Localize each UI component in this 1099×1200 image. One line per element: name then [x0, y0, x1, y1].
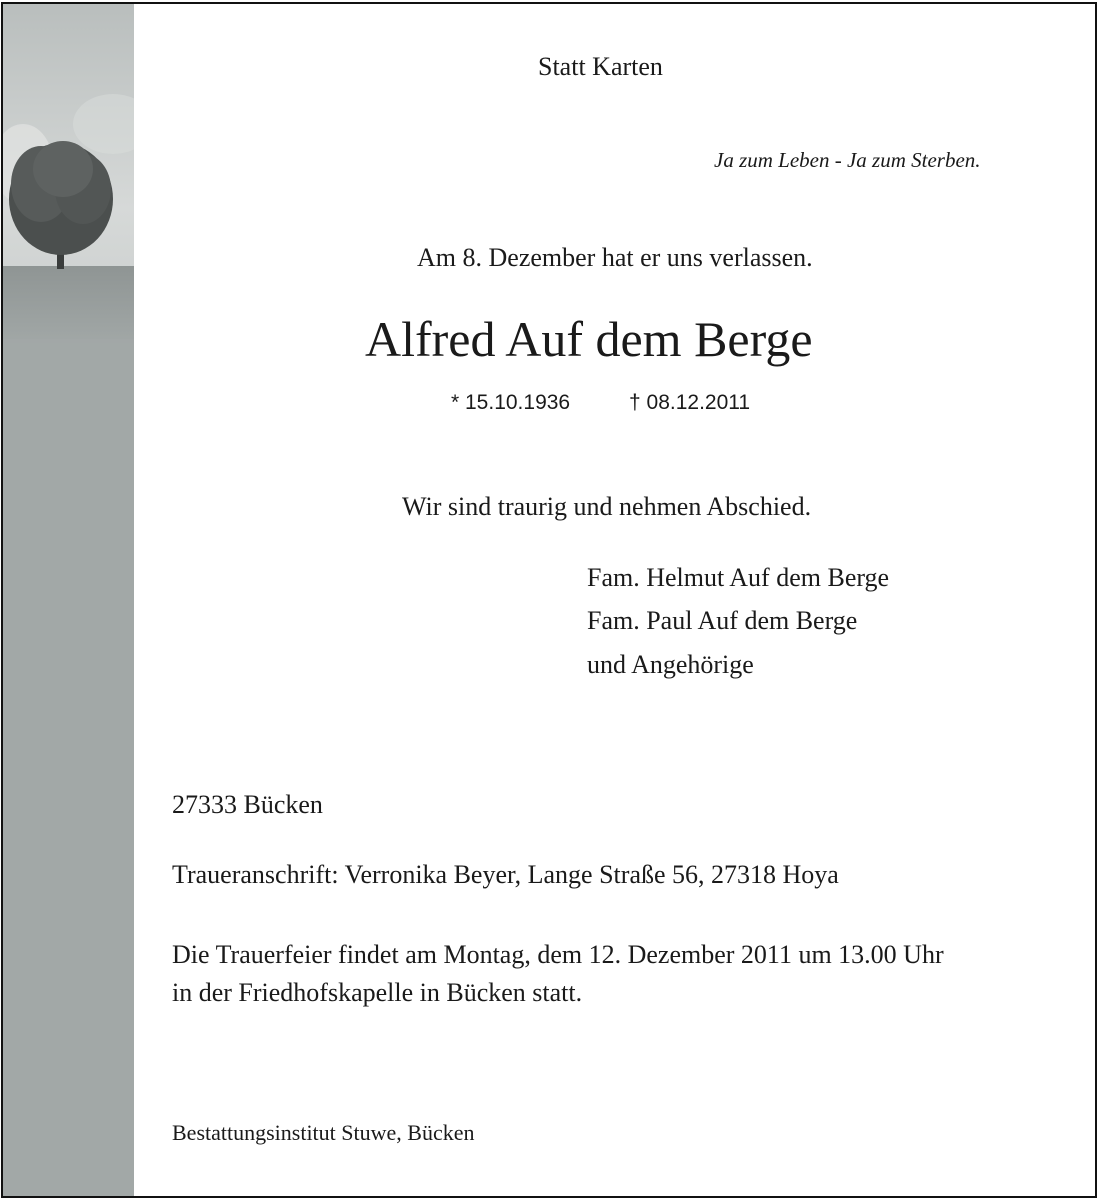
ceremony-line-1: Die Trauerfeier findet am Montag, dem 12. Dezember 2011 um 13.00 Uhr	[172, 940, 944, 969]
notice-frame	[1, 2, 1097, 1198]
heading-statt-karten: Statt Karten	[538, 52, 663, 81]
family-line: und Angehörige	[587, 650, 754, 679]
sidebar-strip	[3, 4, 134, 1196]
deceased-name: Alfred Auf dem Berge	[365, 311, 813, 367]
mourning-address: Traueranschrift: Verronika Beyer, Lange Straße 56, 27318 Hoya	[172, 860, 839, 889]
family-line: Fam. Paul Auf dem Berge	[587, 606, 858, 635]
motto: Ja zum Leben - Ja zum Sterben.	[714, 148, 981, 172]
family-line: Fam. Helmut Auf dem Berge	[587, 563, 890, 592]
farewell-line: Wir sind traurig und nehmen Abschied.	[402, 492, 812, 521]
place-line: 27333 Bücken	[172, 790, 323, 819]
undertaker: Bestattungsinstitut Stuwe, Bücken	[172, 1120, 475, 1145]
ceremony-line-2: in der Friedhofskapelle in Bücken statt.	[172, 978, 583, 1007]
intro-line: Am 8. Dezember hat er uns verlassen.	[417, 243, 813, 272]
tree-landscape-image	[3, 4, 134, 1196]
death-date: † 08.12.2011	[629, 391, 751, 414]
birth-date: * 15.10.1936	[451, 391, 571, 414]
